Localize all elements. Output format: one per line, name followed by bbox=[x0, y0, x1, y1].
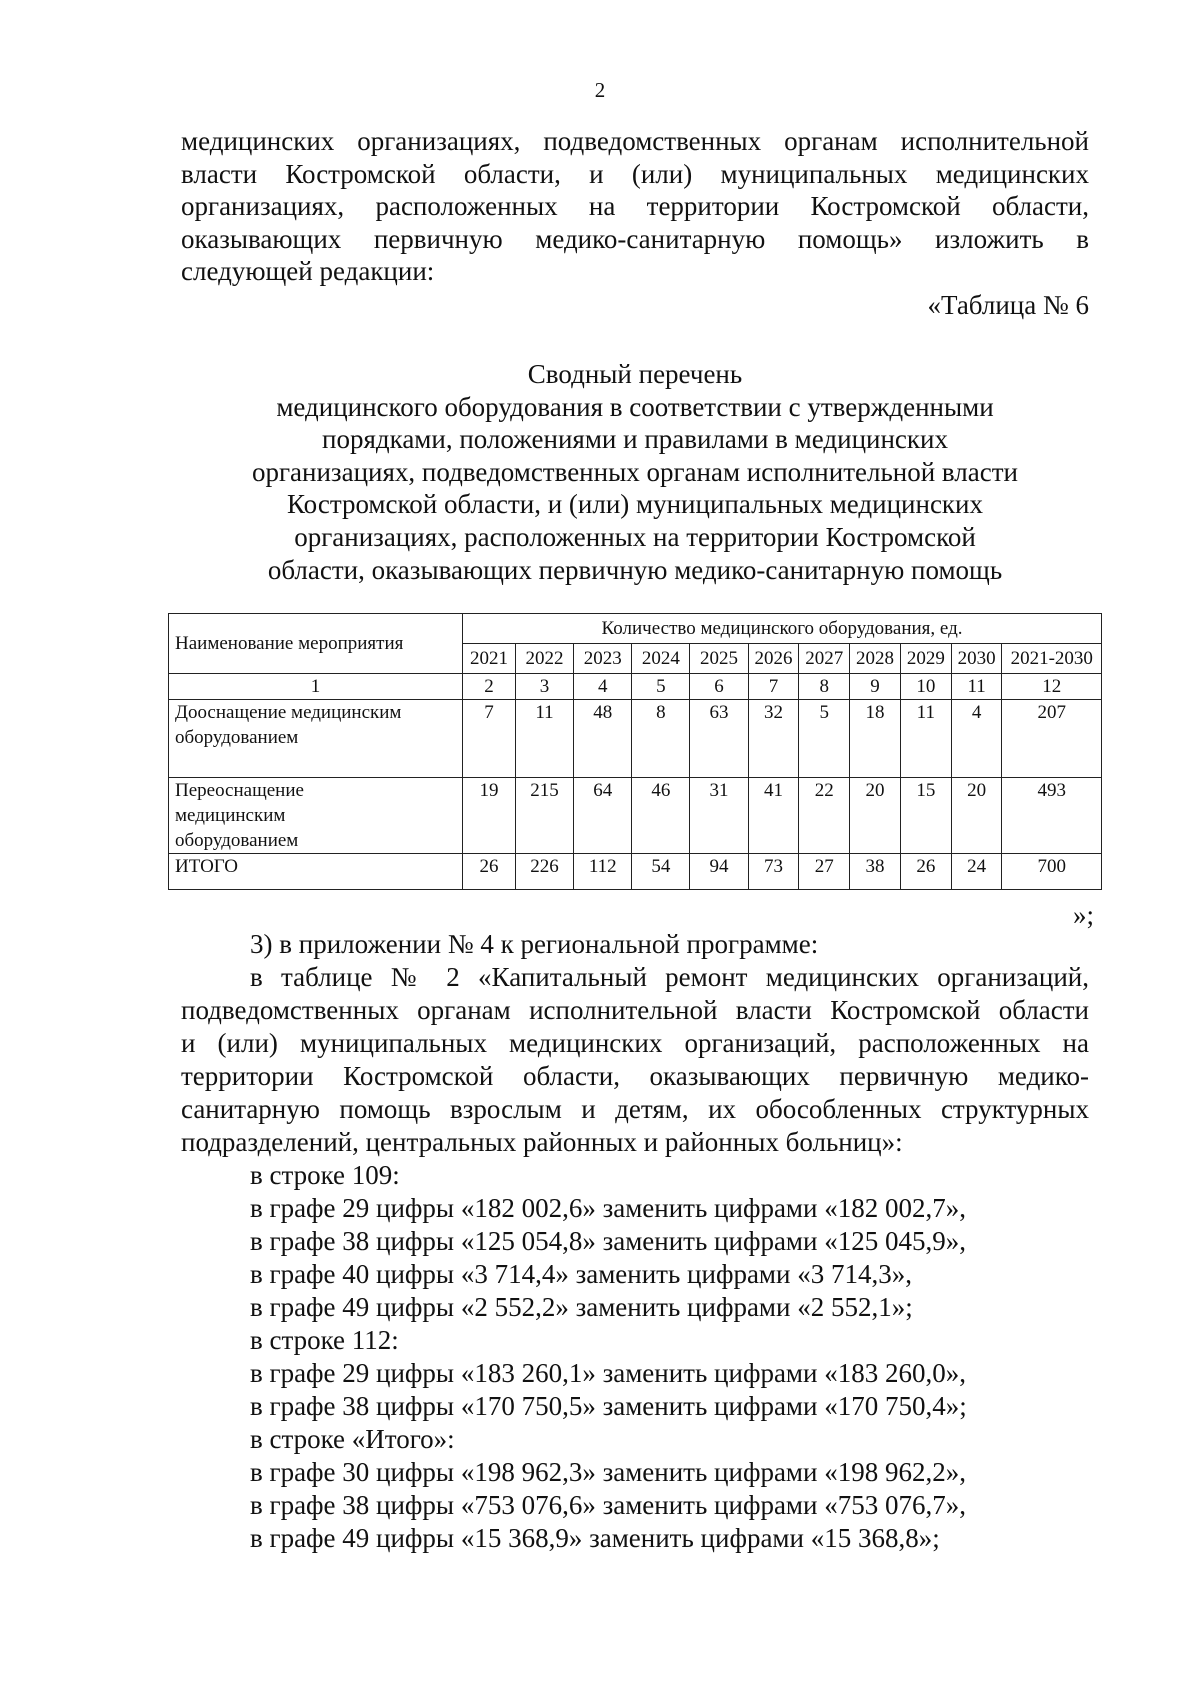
column-number: 4 bbox=[574, 674, 632, 700]
body-line: в графе 49 цифры «2 552,2» заменить цифрами «2 552,1»; bbox=[250, 1292, 913, 1322]
amendments-body bbox=[181, 928, 1089, 1555]
cell-value: 54 bbox=[632, 854, 690, 890]
cell-value: 20 bbox=[850, 778, 901, 854]
cell-value: 64 bbox=[574, 778, 632, 854]
intro-line: оказывающих первичную медико-санитарную помощь» изложить в bbox=[181, 223, 1089, 254]
cell-value: 215 bbox=[515, 778, 573, 854]
column-number: 5 bbox=[632, 674, 690, 700]
body-line: санитарную помощь взрослым и детям, их обособленных структурных bbox=[181, 1094, 1089, 1124]
year-header: 2026 bbox=[748, 644, 799, 674]
equipment-table bbox=[168, 613, 1102, 890]
cell-value: 48 bbox=[574, 700, 632, 778]
cell-value: 27 bbox=[799, 854, 850, 890]
cell-value: 22 bbox=[799, 778, 850, 854]
column-number: 1 bbox=[169, 674, 463, 700]
col-group-header: Количество медицинского оборудования, ед. bbox=[463, 614, 1102, 644]
title-line: медицинского оборудования в соответствии с утвержденными bbox=[276, 391, 994, 422]
title-line: порядками, положениями и правилами в медицинских bbox=[322, 424, 948, 455]
column-number: 7 bbox=[748, 674, 799, 700]
year-header: 2024 bbox=[632, 644, 690, 674]
body-line: подразделений, центральных районных и районных больниц»: bbox=[181, 1127, 903, 1157]
cell-value: 19 bbox=[463, 778, 516, 854]
body-line: и (или) муниципальных медицинских организаций, расположенных на bbox=[181, 1028, 1089, 1058]
body-line: в графе 29 цифры «182 002,6» заменить цифрами «182 002,7», bbox=[250, 1193, 966, 1223]
body-line: территории Костромской области, оказывающих первичную медико- bbox=[181, 1061, 1089, 1091]
year-header: 2021-2030 bbox=[1002, 644, 1102, 674]
cell-value: 11 bbox=[515, 700, 573, 778]
body-line: в строке 109: bbox=[250, 1160, 400, 1190]
cell-value: 700 bbox=[1002, 854, 1102, 890]
title-line: Костромской области, и (или) муниципальных медицинских bbox=[287, 489, 983, 520]
year-header: 2030 bbox=[951, 644, 1002, 674]
year-header: 2027 bbox=[799, 644, 850, 674]
year-header: 2029 bbox=[900, 644, 951, 674]
row-name: Дооснащение медицинским оборудованием bbox=[169, 700, 463, 778]
body-line: в графе 38 цифры «125 054,8» заменить цифрами «125 045,9», bbox=[250, 1226, 966, 1256]
cell-value: 38 bbox=[850, 854, 901, 890]
title-line: организациях, подведомственных органам исполнительной власти bbox=[251, 456, 1019, 487]
body-line: в таблице № 2 «Капитальный ремонт медицинских организаций, bbox=[250, 962, 1089, 992]
cell-value: 8 bbox=[632, 700, 690, 778]
title-line: организациях, расположенных на территории Костромской bbox=[294, 521, 976, 552]
intro-line: медицинских организациях, подведомственных органам исполнительной bbox=[181, 126, 1089, 156]
table-row bbox=[169, 700, 1102, 778]
cell-value: 26 bbox=[463, 854, 516, 890]
cell-value: 226 bbox=[515, 854, 573, 890]
cell-value: 7 bbox=[463, 700, 516, 778]
col-header-name: Наименование мероприятия bbox=[169, 614, 463, 674]
cell-value: 26 bbox=[900, 854, 951, 890]
intro-line: власти Костромской области, и (или) муниципальных медицинских bbox=[181, 158, 1089, 189]
column-number: 2 bbox=[463, 674, 516, 700]
cell-value: 63 bbox=[690, 700, 748, 778]
year-header: 2023 bbox=[574, 644, 632, 674]
cell-value: 15 bbox=[900, 778, 951, 854]
intro-line: организациях, расположенных на территории Костромской области, bbox=[181, 191, 1089, 221]
table-label: «Таблица № 6 bbox=[927, 290, 1089, 320]
cell-value: 41 bbox=[748, 778, 799, 854]
cell-value: 11 bbox=[900, 700, 951, 778]
cell-value: 20 bbox=[951, 778, 1002, 854]
table-row bbox=[169, 778, 1102, 854]
column-number: 10 bbox=[900, 674, 951, 700]
page-number: 2 bbox=[594, 78, 606, 102]
cell-value: 112 bbox=[574, 854, 632, 890]
cell-value: 94 bbox=[690, 854, 748, 890]
cell-value: 493 bbox=[1002, 778, 1102, 854]
column-number: 6 bbox=[690, 674, 748, 700]
body-line: в графе 29 цифры «183 260,1» заменить цифрами «183 260,0», bbox=[250, 1358, 966, 1388]
body-line: в графе 49 цифры «15 368,9» заменить цифрами «15 368,8»; bbox=[250, 1523, 940, 1553]
column-number: 8 bbox=[799, 674, 850, 700]
cell-value: 31 bbox=[690, 778, 748, 854]
column-number: 9 bbox=[850, 674, 901, 700]
column-number: 3 bbox=[515, 674, 573, 700]
cell-value: 207 bbox=[1002, 700, 1102, 778]
title-line: Сводный перечень bbox=[527, 359, 743, 389]
table-row bbox=[169, 854, 1102, 890]
cell-value: 73 bbox=[748, 854, 799, 890]
body-line: в графе 38 цифры «753 076,6» заменить цифрами «753 076,7», bbox=[250, 1490, 966, 1520]
column-number: 11 bbox=[951, 674, 1002, 700]
cell-value: 32 bbox=[748, 700, 799, 778]
body-line: в графе 30 цифры «198 962,3» заменить цифрами «198 962,2», bbox=[250, 1457, 966, 1487]
body-line: в строке «Итого»: bbox=[250, 1424, 455, 1454]
body-line: в графе 40 цифры «3 714,4» заменить цифрами «3 714,3», bbox=[250, 1259, 912, 1289]
cell-value: 24 bbox=[951, 854, 1002, 890]
row-name: ИТОГО bbox=[169, 854, 463, 890]
table-closing-quote: »; bbox=[1072, 900, 1094, 930]
cell-value: 18 bbox=[850, 700, 901, 778]
table-title bbox=[181, 358, 1089, 586]
year-header: 2021 bbox=[463, 644, 516, 674]
year-header: 2028 bbox=[850, 644, 901, 674]
body-line: 3) в приложении № 4 к региональной программе: bbox=[250, 929, 819, 959]
cell-value: 4 bbox=[951, 700, 1002, 778]
intro-paragraph bbox=[181, 125, 1089, 288]
year-header: 2025 bbox=[690, 644, 748, 674]
column-number: 12 bbox=[1002, 674, 1102, 700]
body-line: в графе 38 цифры «170 750,5» заменить цифрами «170 750,4»; bbox=[250, 1391, 967, 1421]
row-name: Переоснащение медицинским оборудованием bbox=[169, 778, 463, 854]
body-line: подведомственных органам исполнительной власти Костромской области bbox=[181, 995, 1089, 1025]
body-line: в строке 112: bbox=[250, 1325, 399, 1355]
cell-value: 46 bbox=[632, 778, 690, 854]
cell-value: 5 bbox=[799, 700, 850, 778]
year-header: 2022 bbox=[515, 644, 573, 674]
intro-line: следующей редакции: bbox=[181, 256, 435, 286]
title-line: области, оказывающих первичную медико-санитарную помощь bbox=[267, 554, 1003, 585]
